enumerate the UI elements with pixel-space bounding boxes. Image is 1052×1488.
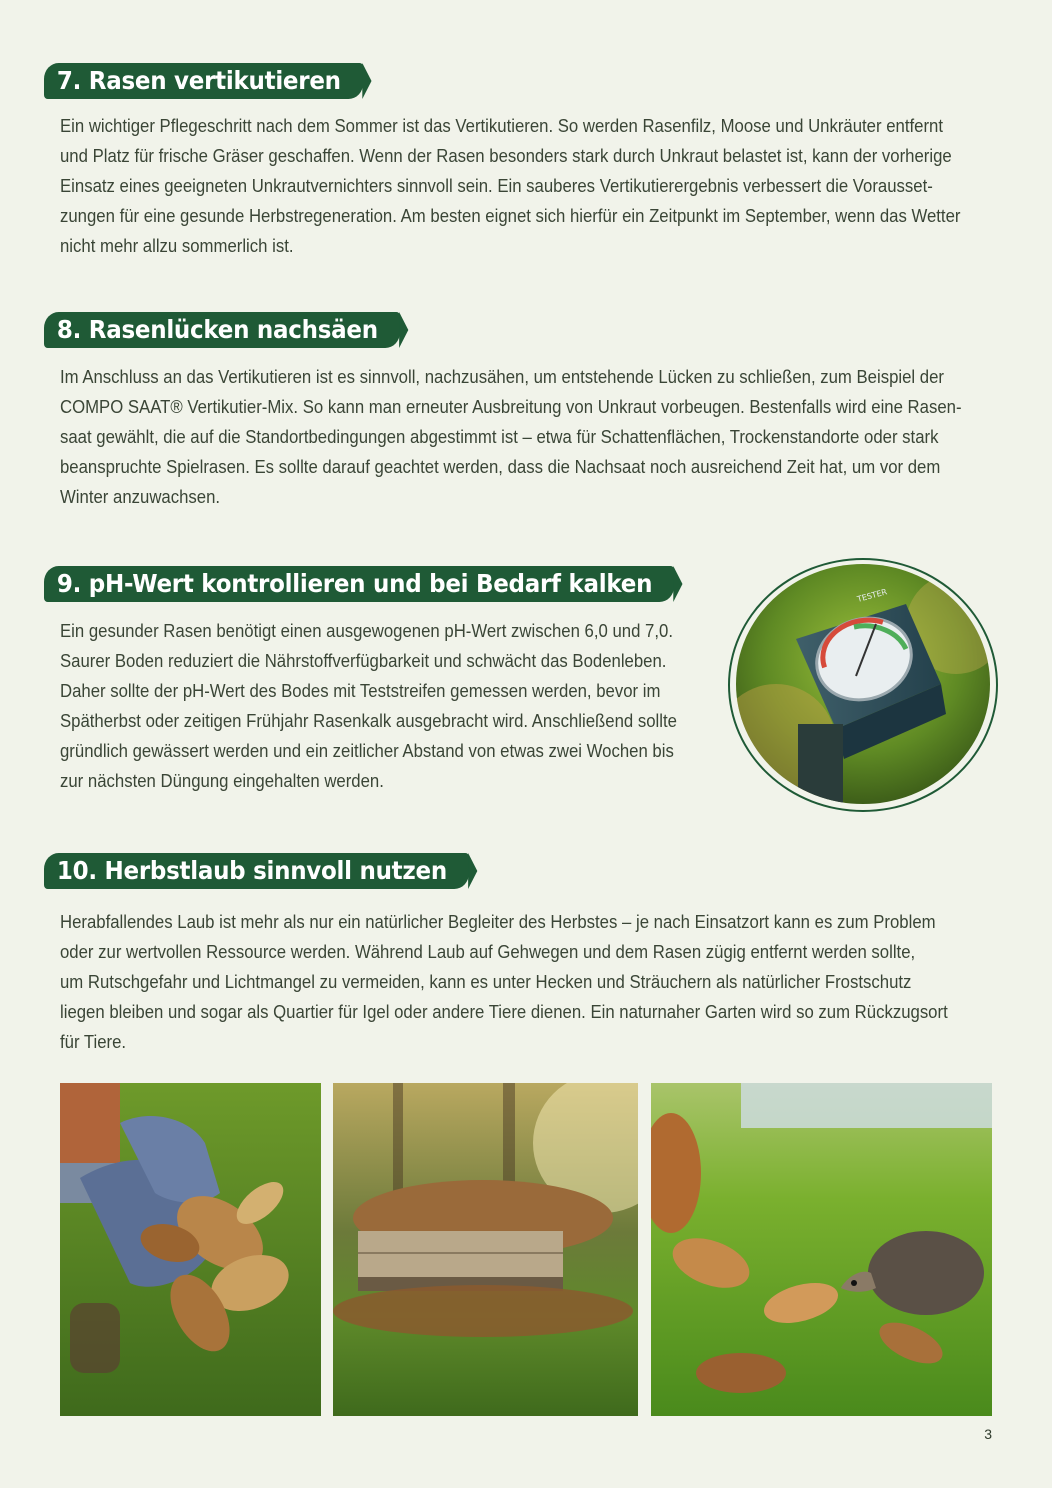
section-8-body <box>60 362 962 512</box>
text-line: zungen für eine gesunde Herbstregeneration. Am besten eignet sich hierfür ein Zeitpunkt im September, wenn das Wetter <box>60 206 961 226</box>
text-line: COMPO SAAT® Vertikutier-Mix. So kann man erneuter Ausbreitung von Unkraut vorbeugen. Bestenfalls wird eine Rasen- <box>60 397 962 417</box>
text-line: Winter anzuwachsen. <box>60 487 221 507</box>
text-line: Im Anschluss an das Vertikutieren ist es sinnvoll, nachzusähen, um entstehende Lücken zu schließen, zum Beispiel der <box>60 367 944 387</box>
text-line: zur nächsten Düngung eingehalten werden. <box>60 771 384 791</box>
section-10-body <box>60 907 948 1057</box>
gloves-leaves-illustration <box>60 1083 321 1416</box>
photo-gloves-leaves <box>60 1083 321 1416</box>
section-7-body <box>60 111 960 261</box>
text-line: Herabfallendes Laub ist mehr als nur ein natürlicher Begleiter des Herbstes – je nach Einsatzort kann es zum Problem <box>60 912 936 932</box>
text-line: beanspruchte Spielrasen. Es sollte darauf geachtet werden, dass die Nachsaat noch ausreichend Zeit hat, um vor dem <box>60 457 941 477</box>
text-line: und Platz für frische Gräser geschaffen. Wenn der Rasen besonders stark durch Unkraut belastet ist, kann der vorherige <box>60 146 952 166</box>
text-line: Saurer Boden reduziert die Nährstoffverfügbarkeit und schwächt das Bodenleben. <box>60 651 667 671</box>
photo-hedgehog <box>651 1083 992 1416</box>
text-line: nicht mehr allzu sommerlich ist. <box>60 236 294 256</box>
section-heading: 8. Rasenlücken nachsäen <box>44 312 400 348</box>
hedgehog-illustration <box>651 1083 992 1416</box>
page-number: 3 <box>984 1426 992 1442</box>
section-heading: 10. Herbstlaub sinnvoll nutzen <box>44 853 469 889</box>
photo-leaf-compost <box>333 1083 638 1416</box>
text-line: Spätherbst oder zeitigen Frühjahr Rasenkalk ausgebracht wird. Anschließend sollte <box>60 711 677 731</box>
text-line: saat gewählt, die auf die Standortbedingungen abgestimmt ist – etwa für Schattenflächen, Trockenstandorte oder stark <box>60 427 939 447</box>
section-9-heading-wrap <box>44 566 729 602</box>
section-7-heading-wrap <box>44 63 391 99</box>
text-line: Ein gesunder Rasen benötigt einen ausgewogenen pH-Wert zwischen 6,0 und 7,0. <box>60 621 673 641</box>
leaf-compost-illustration <box>333 1083 638 1416</box>
text-line: Ein wichtiger Pflegeschritt nach dem Sommer ist das Vertikutieren. So werden Rasenfilz, Moose und Unkräuter entfernt <box>60 116 943 136</box>
section-8-heading-wrap <box>44 312 431 348</box>
ph-tester-photo <box>736 564 990 804</box>
section-heading: 9. pH-Wert kontrollieren und bei Bedarf kalken <box>44 566 674 602</box>
text-line: gründlich gewässert werden und ein zeitlicher Abstand von etwas zwei Wochen bis <box>60 741 674 761</box>
text-line: liegen bleiben und sogar als Quartier für Igel oder andere Tiere dienen. Ein naturnaher Garten wird so zum Rückzugsort <box>60 1002 948 1022</box>
text-line: oder zur wertvollen Ressource werden. Während Laub auf Gehwegen und dem Rasen zügig entfernt werden sollte, <box>60 942 916 962</box>
text-line: für Tiere. <box>60 1032 127 1052</box>
ph-tester-illustration <box>736 564 990 804</box>
text-line: um Rutschgefahr und Lichtmangel zu vermeiden, kann es unter Hecken und Sträuchern als natürlicher Frostschutz <box>60 972 912 992</box>
text-line: Daher sollte der pH-Wert des Bodes mit Teststreifen gemessen werden, bevor im <box>60 681 661 701</box>
text-line: Einsatz eines geeigneten Unkrautvernichters sinnvoll sein. Ein sauberes Vertikutierergebnis verbessert die Vorausset- <box>60 176 933 196</box>
section-10-heading-wrap <box>44 853 506 889</box>
section-heading: 7. Rasen vertikutieren <box>44 63 363 99</box>
tester-label: TESTER <box>856 587 889 604</box>
section-9-body <box>60 616 677 796</box>
